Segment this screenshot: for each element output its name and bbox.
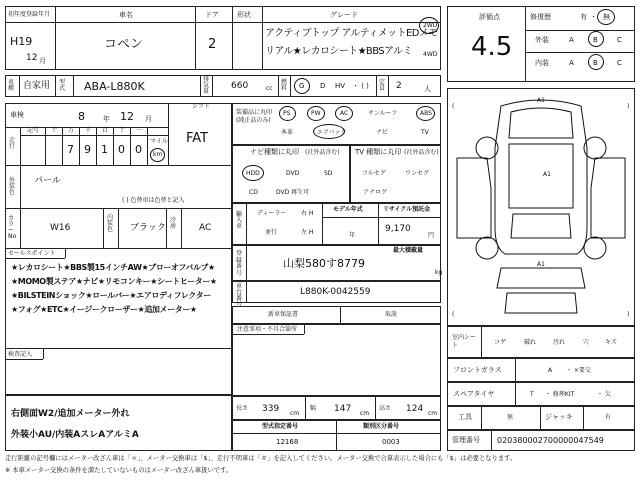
navi-dvd-play: DVD 再生可: [276, 189, 310, 196]
equip-sunroof: サンルーフ: [368, 110, 398, 117]
bracket-tr: ): [627, 103, 630, 110]
seat-burn: コゲ: [494, 339, 507, 346]
seat-label: 室内シート: [452, 334, 477, 349]
shift-label: シフト: [192, 103, 211, 110]
sales-point-line-1: ★レカロシート★BBS製15インチAW★ブローオフバルブ★: [11, 263, 215, 272]
glass-label: フロントガラス: [453, 366, 502, 374]
seat-scratch: キズ: [605, 339, 617, 346]
tv-analog: アナログ: [363, 189, 388, 196]
mileage-digit-2: 9: [84, 143, 91, 156]
recycle-unit: 円: [428, 232, 435, 239]
import-left: 左 H: [301, 229, 314, 236]
spare-t: T: [530, 391, 534, 398]
tv-oneseg: ワンセグ: [405, 170, 430, 177]
shape-label: 形状: [237, 11, 251, 19]
month-unit: 月: [39, 57, 46, 65]
car-name-label: 車名: [119, 11, 133, 19]
equip-ps: PS: [283, 110, 291, 117]
navi-dvd: DVD: [286, 170, 300, 177]
equipment-sub: (純正品のみ): [236, 117, 271, 124]
int-color-value: ブラック: [130, 223, 166, 233]
seats-label: 定員: [379, 79, 386, 92]
height-label: 高さ: [379, 405, 392, 412]
digit-label-4: 百: [102, 127, 109, 134]
exterior-color-note: ( ) 色替車は色替と記入: [122, 197, 185, 204]
width-unit: cm: [360, 410, 370, 417]
grade-line-1: アクティブトップ アルティメットEDメモ: [265, 28, 438, 39]
digit-label-6: 一: [136, 127, 143, 134]
model-year-label: モデル年式: [333, 206, 363, 213]
inspection-month: 12: [120, 110, 134, 123]
footer-line-2: ※ 本車メーター交換の条件を満たしていないものはメーター改ざん車扱いです。: [5, 467, 233, 474]
fuel-other: ・ ( ): [352, 82, 369, 90]
equip-navi: ナビ: [376, 129, 389, 136]
equip-pw: PW: [311, 110, 321, 117]
spare-fix: ・ 修理KIT: [545, 391, 575, 398]
fuel-d: D: [320, 82, 326, 90]
int-c: C: [617, 59, 622, 67]
score-label: 評価点: [479, 13, 500, 21]
int-b: B: [593, 59, 598, 67]
tools-value: 無: [507, 414, 514, 421]
registration-value: 山梨580す8779: [283, 257, 365, 270]
exterior-grade-label: 外装: [535, 36, 549, 44]
seat-tear: 破れ: [524, 339, 537, 346]
disp-unit: cc: [266, 85, 273, 92]
inspector-box: [5, 395, 232, 451]
mgmt-label: 管理番号: [452, 436, 480, 444]
equip-abs: ABS: [420, 110, 432, 117]
door-count: 2: [208, 37, 217, 52]
ext-c: C: [617, 36, 622, 44]
recycle-value: 9,170: [385, 224, 411, 234]
car-diagram: [447, 88, 635, 326]
tv-type-label: TV 種類に丸印: [355, 148, 402, 156]
tv-type-sub: (社外品含む): [404, 149, 439, 156]
sales-point-line-3: ★BILSTEINショック★ロールバー★エアロディフレクター: [11, 291, 211, 300]
inspection-label: 車検: [10, 111, 24, 119]
glass-replace: ・ ×要交: [566, 367, 591, 374]
drive-2wd: 2WD: [423, 22, 438, 29]
ext-a: A: [569, 36, 574, 44]
sales-point-line-2: ★MOMO製ステア★ナビ★リモコンキー★シートヒーター★: [11, 277, 217, 286]
equipment-label: 装備品に丸印: [236, 109, 273, 116]
glass-a: A: [548, 367, 553, 374]
score-value: 4.5: [471, 32, 513, 62]
mileage-label: 走行: [9, 137, 16, 150]
fuel-g: G: [299, 82, 305, 90]
first-reg-month: 12: [26, 53, 38, 63]
warranty-manual: 取説: [385, 311, 398, 318]
diagram-a1-top: A1: [537, 97, 545, 104]
mileage-km: km: [153, 151, 163, 158]
fuel-hv: HV: [335, 82, 346, 90]
first-reg-era: H19: [10, 35, 33, 48]
spare-none: ・ 欠: [597, 391, 611, 398]
inspector-line-2: 外装小AU/内装AスレAアルミA: [11, 430, 139, 440]
diagram-a1-mid: A1: [543, 171, 551, 178]
inspector-label: 検査記入: [8, 351, 33, 358]
digit-label-2: 万: [68, 127, 75, 134]
seats-value: 2: [396, 81, 402, 91]
import-right: 右 H: [301, 210, 314, 217]
seats-unit: 人: [424, 85, 431, 93]
spare-label: スペアタイヤ: [453, 390, 495, 398]
mileage-digit-3: 1: [101, 143, 108, 156]
tv-fullseg: フルセグ: [362, 170, 386, 177]
model-year-unit: 年: [349, 232, 356, 239]
digit-label-5: 十: [119, 127, 126, 134]
mileage-mile: マイル: [150, 138, 168, 145]
mgmt-value: 020380002700000047549: [497, 436, 604, 445]
type-value: 12168: [276, 438, 299, 446]
warranty-new: 新車保証書: [268, 311, 299, 318]
jack-label: ジャッキ: [545, 413, 573, 421]
length-value: 339: [262, 404, 280, 414]
length-unit: cm: [290, 410, 300, 417]
seat-hole: 穴: [583, 339, 590, 346]
first-reg-label: 初年度登録年月: [8, 11, 51, 18]
import-dealer: ディーラー: [257, 210, 287, 217]
fuel-label: 燃料: [281, 79, 288, 92]
jack-value: 有: [605, 414, 612, 421]
exterior-color-value: パール: [34, 176, 61, 186]
width-value: 147: [334, 404, 352, 414]
ext-b: B: [593, 36, 598, 44]
height-unit: cm: [428, 410, 438, 417]
grade-line-2: リアル★レカロシート★BBSアルミ: [265, 46, 412, 57]
model-label: 型式: [59, 79, 66, 92]
tools-label: 工具: [458, 413, 472, 421]
inspector-line-1: 右側面W2/追加メーター外れ: [11, 409, 130, 419]
equip-ac: AC: [340, 110, 349, 117]
type-label: 型式指定番号: [262, 423, 299, 430]
car-name: コペン: [104, 37, 144, 52]
digit-label-1: 十: [51, 127, 58, 134]
bracket-bl: (: [452, 311, 455, 318]
class-number-label: 類別区分番号: [363, 423, 400, 430]
shift-value: FAT: [186, 131, 209, 146]
class-number-value: 0003: [382, 438, 400, 446]
class-label: 車種: [8, 79, 15, 92]
sales-point-label: セールスポイント: [8, 250, 56, 257]
max-load-label: 最大積載量: [393, 247, 424, 254]
inspection-month-unit: 月: [145, 115, 152, 123]
int-a: A: [569, 59, 574, 67]
length-label: 長さ: [236, 405, 249, 412]
footer-line-1: 走行距離の記号欄にはメーター改ざん車は「＊」、メーター交換車は「$」、走行不明車は「＃」を記入してください。メーター交換で合算表示した場合にも「$」は必要となります。: [5, 455, 517, 462]
repair-no: 無: [603, 13, 610, 21]
import-label: 輸入車: [236, 211, 243, 230]
digit-label-0: 記号: [27, 127, 40, 134]
warranty-box: [232, 306, 441, 324]
navi-type-sub: (社外品含む): [305, 149, 340, 156]
class-value: 自家用: [23, 81, 51, 91]
int-color-label: 内装色: [107, 214, 114, 233]
sales-point-line-4: ★フォグ★ETC★イージークローザー★追加メーター★: [11, 305, 197, 314]
door-label: ドア: [205, 11, 219, 19]
mileage-digit-1: 7: [67, 143, 74, 156]
equip-airbag: エアバック: [317, 129, 347, 136]
disp-value: 660: [231, 81, 249, 91]
inspection-year-unit: 年: [103, 115, 110, 123]
diagram-a1-bottom: A1: [537, 261, 545, 268]
navi-hdd: HDD: [246, 170, 260, 177]
equip-tv: TV: [421, 129, 429, 136]
import-parallel: 並行: [265, 229, 278, 236]
color-no-value: W16: [50, 223, 71, 233]
registration-label: 登録番号: [236, 250, 243, 277]
grade-label: グレード: [330, 11, 358, 19]
navi-type-label: ナビ種類に丸印: [250, 148, 299, 156]
model-value: ABA-L880K: [84, 80, 145, 93]
digit-label-3: 千: [85, 127, 92, 134]
mileage-digit-4: 0: [118, 143, 125, 156]
cool-value: AC: [199, 223, 212, 233]
vin-value: L880K-0042559: [300, 287, 371, 297]
equip-leather: 本革: [281, 129, 294, 136]
height-value: 124: [406, 404, 424, 414]
repair-label: 修復歴: [530, 13, 551, 21]
repair-dot: ・: [590, 13, 597, 21]
bracket-tl: (: [452, 103, 455, 110]
exterior-color-label: 外装色: [9, 177, 16, 196]
navi-cd: CD: [249, 189, 258, 196]
bracket-br: ): [627, 311, 630, 318]
interior-grade-label: 内装: [535, 59, 549, 67]
disp-label: 排気量: [203, 76, 210, 95]
navi-sd: SD: [324, 170, 333, 177]
notes-label: 注意事項・不具合箇所: [237, 326, 298, 333]
color-no-label: カラーNo: [8, 215, 17, 240]
recycle-label: リサイクル預託金: [383, 206, 431, 213]
inspection-year: 8: [78, 110, 85, 123]
mileage-digit-5: 0: [135, 143, 142, 156]
width-label: 幅: [310, 405, 317, 412]
seat-dirt: 汚れ: [553, 339, 566, 346]
drive-4wd: 4WD: [423, 51, 438, 58]
max-load-unit: kg: [435, 269, 443, 276]
repair-yes: 有: [580, 13, 587, 21]
vin-label: 車台番号: [236, 283, 243, 308]
cool-label: 冷房: [170, 217, 177, 230]
